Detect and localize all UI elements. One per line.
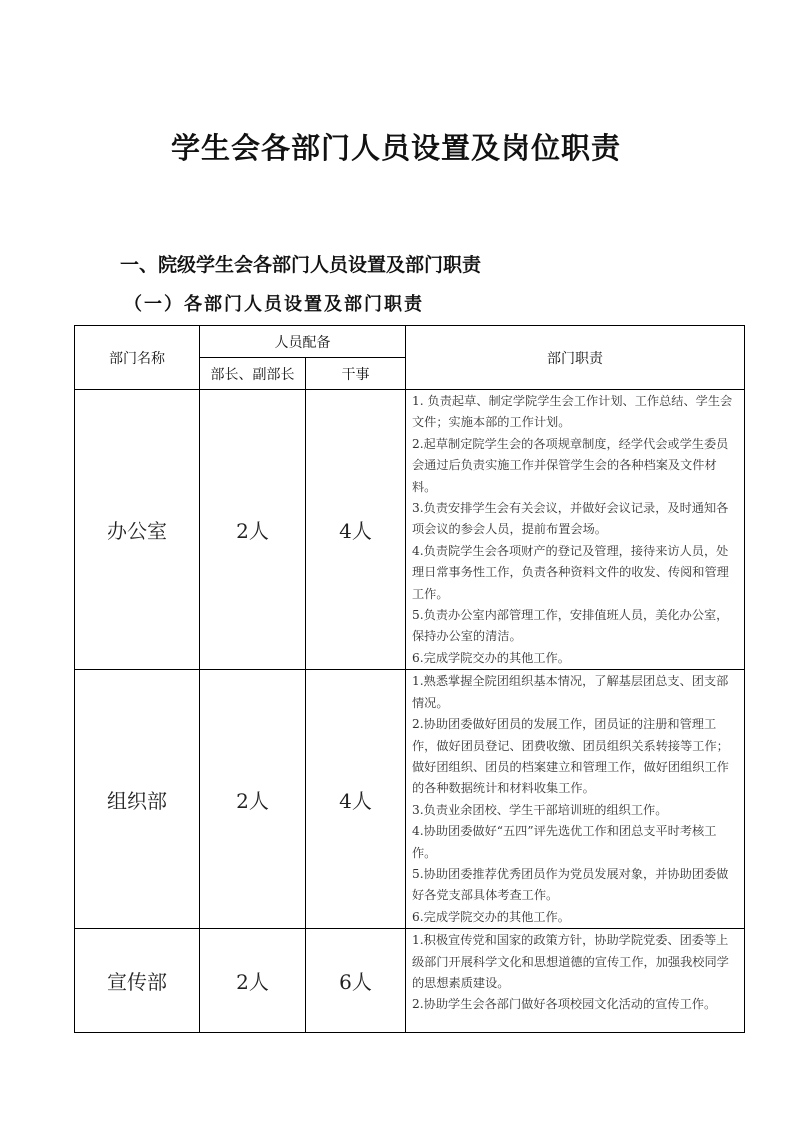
duty-item: 6.完成学院交办的其他工作。 — [412, 650, 570, 665]
officers-count: 4人 — [306, 670, 406, 929]
subsection-heading: （一）各部门人员设置及部门职责 — [124, 294, 424, 315]
duties-cell — [406, 390, 745, 670]
duty-item: 3.负责业余团校、学生干部培训班的组织工作。 — [412, 802, 668, 817]
department-name: 组织部 — [75, 670, 200, 929]
duty-item: 2.起草制定院学生会的各项规章制度，经学代会或学生委员会通过后负责实施工作并保管学生会的各种档案及文件材料。 — [412, 436, 729, 494]
staffing-table — [74, 325, 745, 1033]
table-row — [75, 929, 745, 1033]
officers-count: 6人 — [306, 929, 406, 1033]
table-header-row — [75, 326, 745, 358]
duty-item: 1.积极宣传党和国家的政策方针，协助学院党委、团委等上级部门开展科学文化和思想道德的宣传工作，加强我校同学的思想素质建设。 — [412, 933, 729, 990]
header-department: 部门名称 — [75, 326, 200, 390]
duty-item: 5.协助团委推荐优秀团员作为党员发展对象，并协助团委做好各党支部具体考查工作。 — [412, 866, 729, 903]
heads-count: 2人 — [200, 670, 306, 929]
officers-count: 4人 — [306, 390, 406, 670]
section-heading: 一、院级学生会各部门人员设置及部门职责 — [120, 254, 482, 276]
header-officers: 干事 — [306, 358, 406, 390]
duty-item: 3.负责安排学生会有关会议，并做好会议记录，及时通知各项会议的参会人员，提前布置会场。 — [412, 501, 729, 537]
duties-cell — [406, 670, 745, 929]
duty-item: 2.协助团委做好团员的发展工作，团员证的注册和管理工作，做好团员登记、团费收缴、团员组织关系转接等工作；做好团组织、团员的档案建立和管理工作，做好团组织工作的各种数据统计和材料收集工作。 — [412, 717, 729, 796]
table-row — [75, 670, 745, 929]
duty-item: 1. 负责起草、制定学院学生会工作计划、工作总结、学生会文件；实施本部的工作计划。 — [412, 394, 733, 430]
department-name: 宣传部 — [75, 929, 200, 1033]
header-staffing: 人员配备 — [200, 326, 406, 358]
page-title: 学生会各部门人员设置及岗位职责 — [170, 131, 621, 165]
duty-item: 4.协助团委做好“五四”评先选优工作和团总支平时考核工作。 — [412, 824, 717, 860]
duty-item: 2.协助学生会各部门做好各项校园文化活动的宣传工作。 — [412, 997, 717, 1012]
header-heads: 部长、副部长 — [200, 358, 306, 390]
duty-item: 1.熟悉掌握全院团组织基本情况，了解基层团总支、团支部情况。 — [412, 674, 729, 710]
heads-count: 2人 — [200, 929, 306, 1033]
duty-item: 4.负责院学生会各项财产的登记及管理，接待来访人员，处理日常事务性工作，负责各种资料文件的收发、传阅和管理工作。 — [412, 543, 729, 601]
duty-item: 5.负责办公室内部管理工作，安排值班人员，美化办公室，保持办公室的清洁。 — [412, 608, 729, 644]
department-name: 办公室 — [75, 390, 200, 670]
duty-item: 6.完成学院交办的其他工作。 — [412, 909, 570, 924]
heads-count: 2人 — [200, 390, 306, 670]
header-duties: 部门职责 — [406, 326, 745, 390]
duties-cell — [406, 929, 745, 1033]
table-row — [75, 390, 745, 670]
